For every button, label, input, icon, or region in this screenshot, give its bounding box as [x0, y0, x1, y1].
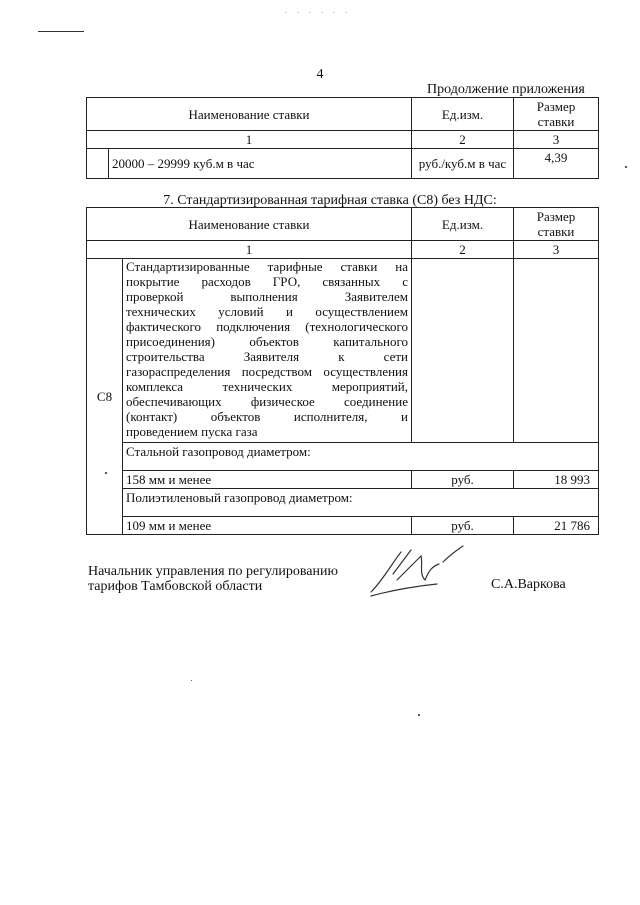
col-number-1: 1 [87, 131, 412, 149]
description-line: газораспределения посредством осуществления [126, 364, 408, 379]
position-line: тарифов Тамбовской области [88, 579, 263, 594]
row-unit: руб./куб.м в час [412, 149, 514, 179]
description-line: комплекса технических мероприятий, [126, 379, 408, 394]
description-line: присоединения) объектов капитального [126, 334, 408, 349]
scan-speck [625, 166, 627, 168]
top-rule [38, 31, 84, 32]
description-line: проведением пуска газа [126, 424, 258, 439]
handwritten-signature [363, 540, 473, 600]
description-line: Стандартизированные тарифные ставки на [126, 259, 408, 274]
empty-rate-cell [514, 259, 599, 443]
position-line: Начальник управления по регулированию [88, 564, 338, 579]
empty-unit-cell [412, 259, 514, 443]
steel-row-unit: руб. [412, 471, 514, 489]
description-line: технических условий и осуществлением [126, 304, 408, 319]
signatory-position [88, 564, 338, 594]
pe-row-value: 21 786 [514, 517, 599, 535]
pe-row-unit: руб. [412, 517, 514, 535]
row-name: 20000 – 29999 куб.м в час [109, 149, 412, 179]
signatory-name: С.А.Варкова [491, 577, 566, 592]
page-number: 4 [316, 67, 324, 82]
description-line: обеспечивающих физическое соединение [126, 394, 408, 409]
row-code-cell [87, 149, 109, 179]
col-number-3: 3 [514, 241, 599, 259]
steel-row-value: 18 993 [514, 471, 599, 489]
col-header-name: Наименование ставки [87, 98, 412, 131]
description-line: фактического подключения (технологического [126, 319, 408, 334]
rate-description [123, 259, 412, 443]
scan-speck [105, 472, 107, 474]
continuation-label: Продолжение приложения [427, 82, 585, 97]
rates-table-continued [86, 97, 599, 179]
col-header-unit: Ед.изм. [412, 208, 514, 241]
description-line: строительства Заявителя к сети [126, 349, 408, 364]
scan-speck [191, 680, 192, 681]
col-number-2: 2 [412, 241, 514, 259]
steel-row-name: 158 мм и менее [123, 471, 412, 489]
pe-pipe-header: Полиэтиленовый газопровод диаметром: [123, 489, 599, 517]
col-header-name: Наименование ставки [87, 208, 412, 241]
col-header-unit: Ед.изм. [412, 98, 514, 131]
col-number-2: 2 [412, 131, 514, 149]
description-line: покрытие расходов ГРО, связанных с [126, 274, 408, 289]
section-title: 7. Стандартизированная тарифная ставка (С8) без НДС: [163, 193, 497, 208]
col-header-rate: Размер ставки [514, 208, 599, 241]
rate-code: С8 [87, 259, 123, 535]
row-value: 4,39 [514, 149, 599, 179]
description-line: (контакт) объектов исполнителя, и [126, 409, 408, 424]
description-line: проверкой выполнения Заявителем [126, 289, 408, 304]
col-number-1: 1 [87, 241, 412, 259]
steel-pipe-header: Стальной газопровод диаметром: [123, 443, 599, 471]
scan-marks: . . . . . . [285, 6, 351, 15]
pe-row-name: 109 мм и менее [123, 517, 412, 535]
scan-speck [418, 714, 420, 716]
col-number-3: 3 [514, 131, 599, 149]
rates-table-c8 [86, 207, 599, 535]
col-header-rate: Размер ставки [514, 98, 599, 131]
